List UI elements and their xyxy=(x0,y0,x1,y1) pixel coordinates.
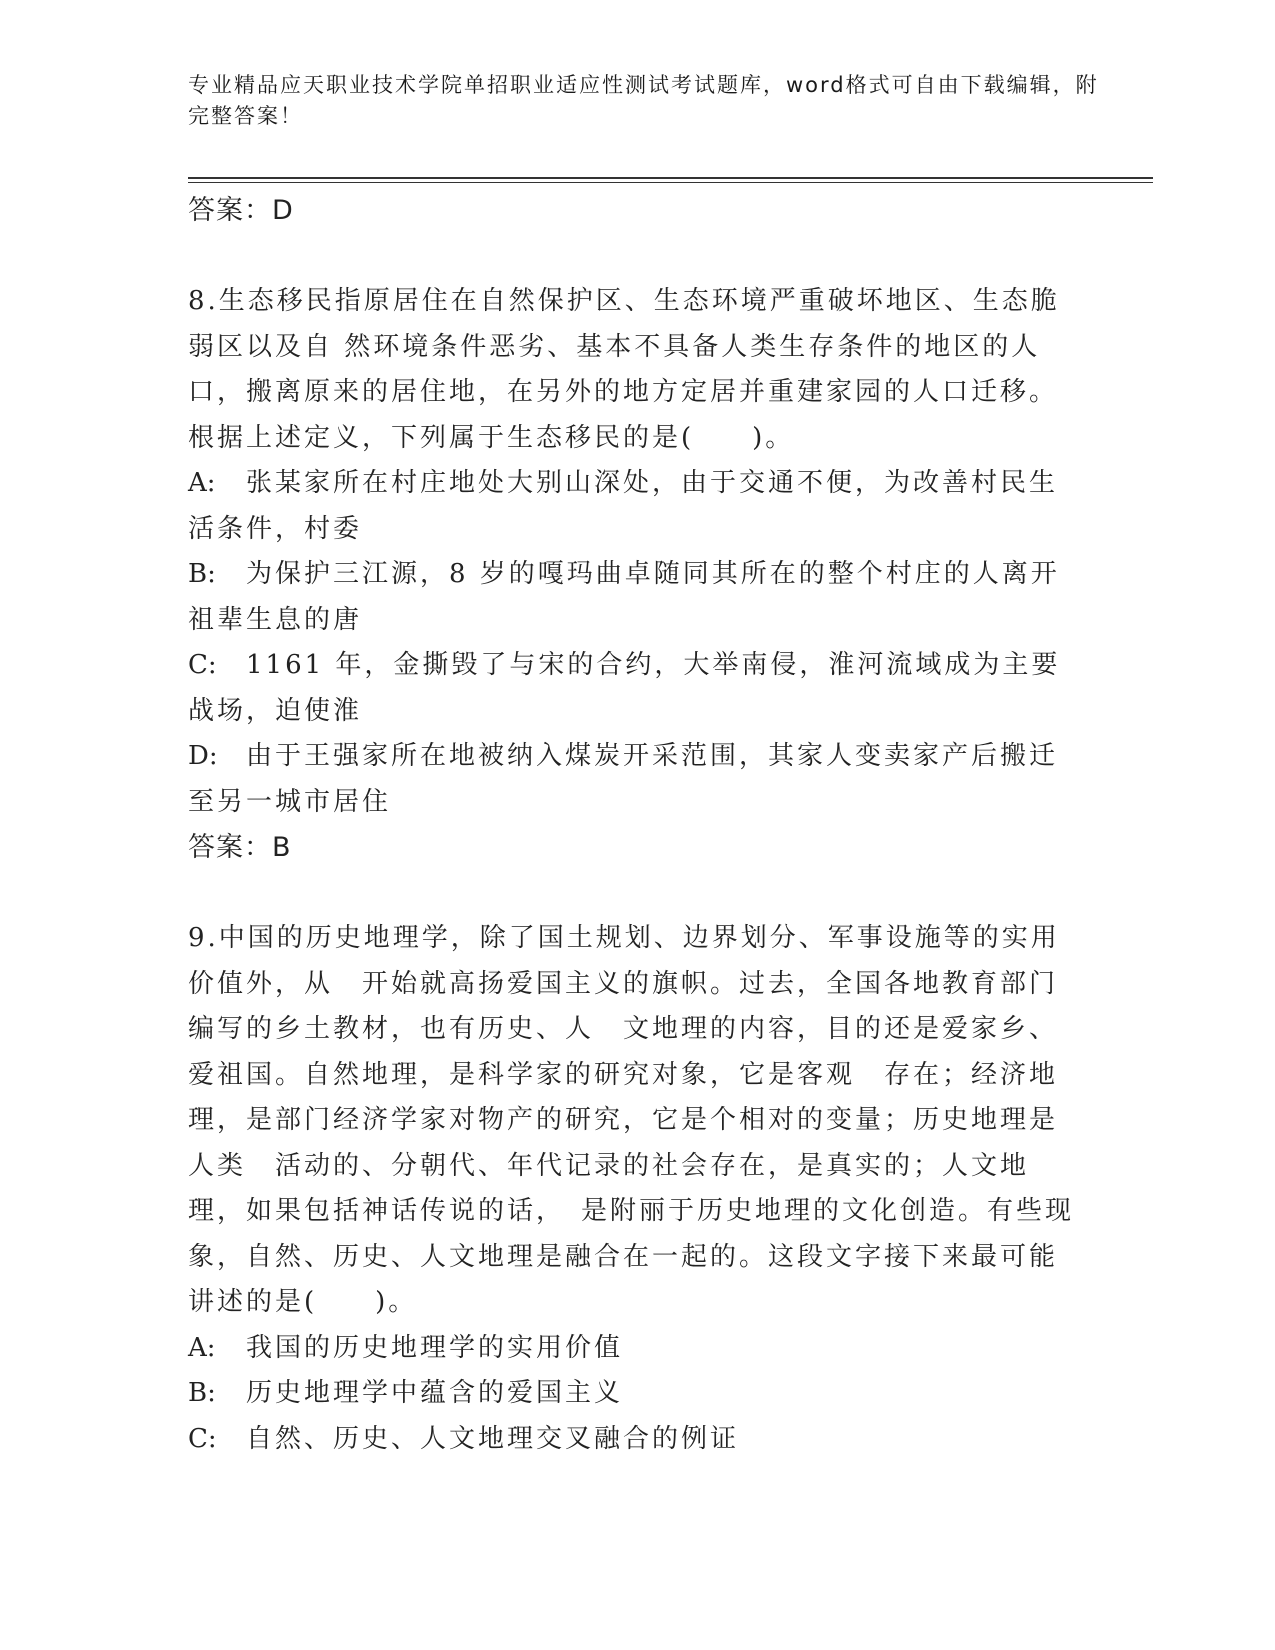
option-text: 我国的历史地理学的实用价值 xyxy=(246,1332,624,1363)
option-letter: B: xyxy=(188,1378,216,1408)
question-stem: 8.生态移民指原居住在自然保护区、生态环境严重破坏地区、生态脆弱区以及自 然环境条件恶劣、基本不具备人类生存条件的地区的人口，搬离原来的居住地，在另外的地方定居并重建家园的人口迁移。根据上述定义，下列属于生态移民的是( )。 xyxy=(188,286,1060,453)
option-a xyxy=(188,1326,1083,1372)
spacer xyxy=(188,234,1083,280)
option-text: 1161 年，金撕毁了与宋的合约，大举南侵，淮河流域成为主要战场，迫使淮 xyxy=(188,650,1061,726)
option-text: 张某家所在村庄地处大别山深处，由于交通不便，为改善村民生活条件，村委 xyxy=(188,468,1059,544)
option-a xyxy=(188,461,1083,552)
option-b xyxy=(188,552,1083,643)
document-body xyxy=(188,188,1083,1462)
option-b xyxy=(188,1371,1083,1417)
option-c xyxy=(188,1417,1083,1463)
header-rule xyxy=(188,177,1153,179)
option-d xyxy=(188,734,1083,825)
option-letter: A: xyxy=(188,468,216,498)
option-text: 历史地理学中蕴含的爱国主义 xyxy=(246,1378,624,1408)
header-rule-thin xyxy=(188,182,1153,183)
question-stem: 9.中国的历史地理学，除了国土规划、边界划分、军事设施等的实用价值外，从 开始就高扬爱国主义的旗帜。过去，全国各地教育部门编写的乡土教材，也有历史、人 文地理的内容，目的还是爱家乡、爱祖国。自然地理，是科学家的研究对象，它是客观 存在；经济地理，是部门经济学家对物产的研究，它是个相对的变量；历史地理是人类 活动的、分朝代、年代记录的社会存在，是真实的；人文地理，如果包括神话传说的话， 是附丽于历史地理的文化创造。有些现象，自然、历史、人文地理是融合在一起的。这段文字接下来最可能讲述的是( )。 xyxy=(188,923,1075,1317)
question-answer: 答案：B xyxy=(188,832,292,863)
question-8 xyxy=(188,279,1083,871)
option-letter: C: xyxy=(188,650,217,680)
option-letter: A: xyxy=(188,1332,216,1363)
option-letter: D: xyxy=(188,741,218,771)
option-letter: C: xyxy=(188,1423,217,1454)
previous-answer: 答案：D xyxy=(188,195,294,226)
question-9 xyxy=(188,916,1083,1462)
option-letter: B: xyxy=(188,559,216,589)
option-text: 自然、历史、人文地理交叉融合的例证 xyxy=(246,1423,740,1454)
option-text: 由于王强家所在地被纳入煤炭开采范围，其家人变卖家产后搬迁至另一城市居住 xyxy=(188,741,1059,817)
option-text: 为保护三江源，8 岁的嘎玛曲卓随同其所在的整个村庄的人离开祖辈生息的唐 xyxy=(188,559,1060,635)
page-header: 专业精品应天职业技术学院单招职业适应性测试考试题库，word格式可自由下载编辑，附完整答案！ xyxy=(188,73,1099,128)
option-c xyxy=(188,643,1083,734)
spacer xyxy=(188,871,1083,917)
